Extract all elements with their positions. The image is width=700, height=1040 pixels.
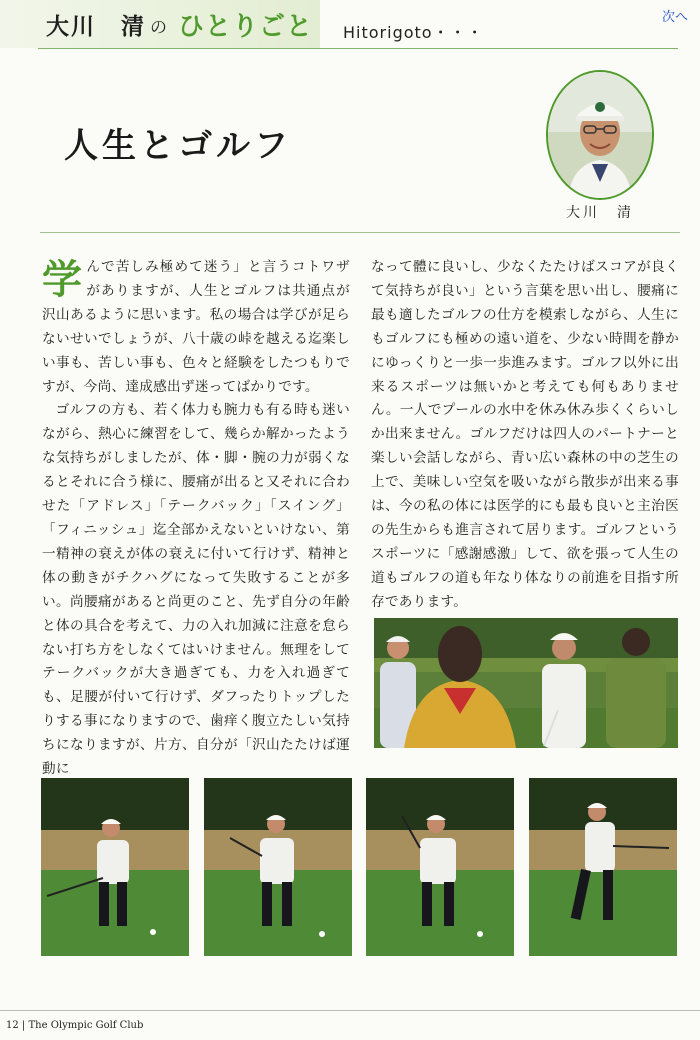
footer-divider [0,1010,700,1011]
column-title-en: Hitorigoto・・・ [343,23,484,42]
page-footer [6,1020,143,1031]
column-title: ひとりごと [178,12,314,42]
swing-photo-takeback [204,778,352,956]
author-portrait [546,70,654,200]
paragraph: なって體に良いし、少なくたたけばスコアが良くて気持ちが良い」という言葉を思い出し、腰痛に最も適したゴルフの仕方を模索しながら、人生にもゴルフにも極めの遠い道を、少ない時間を静かにゆっくりと一歩一歩進みます。ゴルフ以外に出来るスポーツは無いかと考えても何もありません。一人でプールの水中を休み休み歩くくらいしか出来ません。ゴルフだけは四人のパートナーと楽しい会話しながら、青い広い森林の中の芝生の上で、美味しい空気を吸いながら散歩が出来る事は、今の私の体には医学的にも最も良いと主治医の先生からも進言されて居ります。ゴルフというスポーツに「感謝感激」して、欲を張って人生の道もゴルフの道も年なり体なりの前進を目指す所存であります。 [371,259,679,610]
drop-cap: 学 [42,257,83,303]
article-title: 人生とゴルフ [64,126,292,166]
header [0,0,700,48]
portrait-caption: 大川 清 [566,205,634,221]
article-divider [40,232,680,233]
author-name: 大川 清 [46,14,146,40]
header-divider [38,48,678,49]
particle-no: の [150,18,167,38]
group-photo [374,618,678,748]
footer-separator: | [21,1020,26,1031]
swing-photo-impact [529,778,677,956]
paragraph: んで苦しみ極めて迷う」と言うコトワザがありますが、人生とゴルフは共通点が沢山あるように思います。私の場合は学びが足らないせいでしょうが、八十歳の峠を越える迄楽しい事も、苦しい事も、色々と経験をしたつもりですが、今尚、達成感出ず迷ってばかりです。 [42,259,350,395]
next-page-link[interactable]: 次へ [661,10,688,25]
page-number: 12 [6,1020,19,1031]
swing-photo-address [41,778,189,956]
swing-photo-downswing [366,778,514,956]
paragraph: ゴルフの方も、若く体力も腕力も有る時も迷いながら、熱心に練習をして、幾らか解かったような気持ちがしましたが、体・脚・腕の力が弱くなるとそれに合う様に、腰痛が出ると又それに合わせた「アドレス」「テークバック」「スイング」「フィニッシュ」迄全部かえないといけない、第一精神の衰えが体の衰えに付いて行けず、精神と体の動きがチクハグになって失敗することが多い。尚腰痛があると尚更のこと、先ず自分の年齢と体の具合を考えて、力の入れ加減に注意を怠らない打ち方をしなくてはいけません。無理をしてテークバックが大き過ぎても、力を入れ過ぎても、足腰が付いて行けず、ダフったりトップしたりする事になりますので、歯痒く腹立たしい気持ちになりますが、片方、自分が「沢山たたけば運動に [42,402,350,778]
article-column-left [42,256,350,782]
publication-name: The Olympic Golf Club [28,1020,144,1031]
article-column-right [371,256,679,615]
